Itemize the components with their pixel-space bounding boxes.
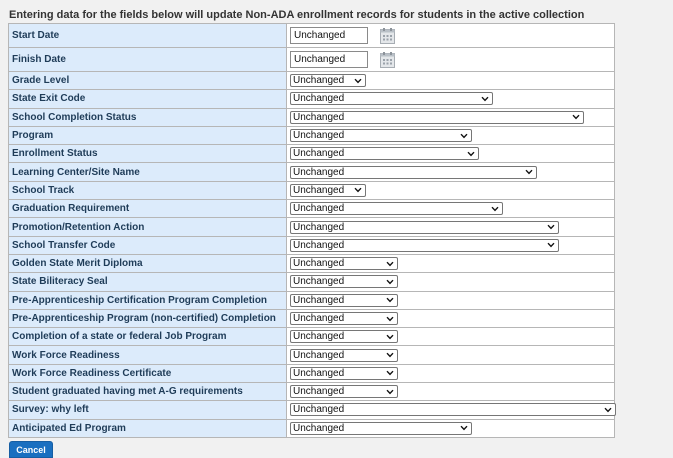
cancel-button[interactable]: Cancel	[9, 441, 53, 458]
field-row-survey-why-left	[9, 401, 615, 419]
anticipated-ed-program-select[interactable]	[290, 422, 472, 435]
chevron-down-icon	[386, 334, 394, 340]
field-row-grade-level	[9, 72, 615, 90]
survey-why-left-select[interactable]	[290, 403, 616, 416]
a-g-requirements-select[interactable]	[290, 385, 398, 398]
select-value: Unchanged	[293, 130, 345, 142]
field-label: Work Force Readiness Certificate	[9, 364, 287, 382]
field-row-golden-state-merit	[9, 254, 615, 272]
field-label: State Biliteracy Seal	[9, 273, 287, 291]
chevron-down-icon	[525, 169, 533, 175]
chevron-down-icon	[386, 370, 394, 376]
chevron-down-icon	[491, 206, 499, 212]
select-value: Unchanged	[293, 276, 345, 288]
field-row-work-force-readiness	[9, 346, 615, 364]
chevron-down-icon	[386, 352, 394, 358]
field-label: Survey: why left	[9, 401, 287, 419]
field-label: School Track	[9, 181, 287, 199]
work-force-readiness-select[interactable]	[290, 349, 398, 362]
field-row-pre-apprenticeship-non-certified	[9, 309, 615, 327]
grade-level-select[interactable]	[290, 74, 366, 87]
start-date-input[interactable]: Unchanged	[290, 27, 368, 44]
field-row-pre-apprenticeship-certification	[9, 291, 615, 309]
select-value: Unchanged	[293, 93, 345, 105]
chevron-down-icon	[386, 261, 394, 267]
select-value: Unchanged	[293, 148, 345, 160]
select-value: Unchanged	[293, 313, 345, 324]
field-row-school-track	[9, 181, 615, 199]
instructions-text: Entering data for the fields below will update Non-ADA enrollment records for students in the active collection	[9, 9, 585, 21]
select-value: Unchanged	[293, 221, 345, 233]
chevron-down-icon	[460, 425, 468, 431]
field-row-work-force-readiness-certificate	[9, 364, 615, 382]
chevron-down-icon	[547, 242, 555, 248]
chevron-down-icon	[354, 187, 362, 193]
field-row-a-g-requirements	[9, 383, 615, 401]
field-row-school-completion-status	[9, 108, 615, 126]
state-exit-code-select[interactable]	[290, 92, 493, 105]
select-value: Unchanged	[293, 349, 345, 361]
pre-apprenticeship-non-certified-select[interactable]	[290, 312, 398, 325]
chevron-down-icon	[467, 151, 475, 157]
promotion-retention-select[interactable]	[290, 221, 559, 234]
field-label: Completion of a state or federal Job Program	[9, 328, 287, 346]
field-row-job-program	[9, 328, 615, 346]
select-value: Unchanged	[293, 294, 345, 306]
golden-state-merit-select[interactable]	[290, 257, 398, 270]
field-label: School Transfer Code	[9, 236, 287, 254]
select-value: Unchanged	[293, 75, 345, 87]
field-label: Graduation Requirement	[9, 200, 287, 218]
select-value: Unchanged	[293, 331, 345, 343]
field-label: State Exit Code	[9, 90, 287, 108]
school-track-select[interactable]	[290, 184, 366, 197]
chevron-down-icon	[386, 316, 394, 322]
field-row-start-date	[9, 24, 615, 48]
field-label: Start Date	[9, 24, 287, 48]
job-program-select[interactable]	[290, 330, 398, 343]
pre-apprenticeship-certification-select[interactable]	[290, 294, 398, 307]
field-row-program	[9, 126, 615, 144]
select-value: Unchanged	[293, 203, 345, 215]
chevron-down-icon	[386, 297, 394, 303]
field-row-promotion-retention	[9, 218, 615, 236]
chevron-down-icon	[386, 279, 394, 285]
calendar-icon[interactable]	[380, 28, 395, 44]
field-row-learning-center	[9, 163, 615, 181]
program-select[interactable]	[290, 129, 472, 142]
field-label: Golden State Merit Diploma	[9, 254, 287, 272]
field-label: Program	[9, 126, 287, 144]
field-row-enrollment-status	[9, 145, 615, 163]
field-label: Pre-Apprenticeship Program (non-certified) Completion	[9, 309, 287, 327]
chevron-down-icon	[572, 114, 580, 120]
select-value: Unchanged	[293, 111, 345, 123]
field-label: Promotion/Retention Action	[9, 218, 287, 236]
field-label: Student graduated having met A-G requirements	[9, 383, 287, 401]
select-value: Unchanged	[293, 184, 345, 196]
state-biliteracy-seal-select[interactable]	[290, 275, 398, 288]
field-row-school-transfer-code	[9, 236, 615, 254]
field-label: School Completion Status	[9, 108, 287, 126]
work-force-readiness-certificate-select[interactable]	[290, 367, 398, 380]
select-value: Unchanged	[293, 422, 345, 434]
graduation-requirement-select[interactable]	[290, 202, 503, 215]
chevron-down-icon	[354, 78, 362, 84]
select-value: Unchanged	[293, 367, 345, 379]
school-completion-status-select[interactable]	[290, 111, 584, 124]
field-row-anticipated-ed-program	[9, 419, 615, 437]
calendar-icon[interactable]	[380, 52, 395, 68]
field-row-state-exit-code	[9, 90, 615, 108]
school-transfer-code-select[interactable]	[290, 239, 559, 252]
field-label: Work Force Readiness	[9, 346, 287, 364]
field-row-graduation-requirement	[9, 200, 615, 218]
finish-date-input[interactable]: Unchanged	[290, 51, 368, 68]
chevron-down-icon	[460, 133, 468, 139]
learning-center-select[interactable]	[290, 166, 537, 179]
field-label: Learning Center/Site Name	[9, 163, 287, 181]
select-value: Unchanged	[293, 258, 345, 270]
field-label: Finish Date	[9, 48, 287, 72]
chevron-down-icon	[547, 224, 555, 230]
chevron-down-icon	[604, 407, 612, 413]
field-label: Pre-Apprenticeship Certification Program Completion	[9, 291, 287, 309]
select-value: Unchanged	[293, 166, 345, 178]
select-value: Unchanged	[293, 239, 345, 251]
field-row-state-biliteracy-seal	[9, 273, 615, 291]
field-row-finish-date	[9, 48, 615, 72]
chevron-down-icon	[386, 389, 394, 395]
select-value: Unchanged	[293, 404, 345, 416]
enrollment-status-select[interactable]	[290, 147, 479, 160]
field-label: Enrollment Status	[9, 145, 287, 163]
chevron-down-icon	[481, 96, 489, 102]
field-label: Anticipated Ed Program	[9, 419, 287, 437]
enrollment-fields-table	[8, 23, 615, 438]
select-value: Unchanged	[293, 386, 345, 398]
field-label: Grade Level	[9, 72, 287, 90]
